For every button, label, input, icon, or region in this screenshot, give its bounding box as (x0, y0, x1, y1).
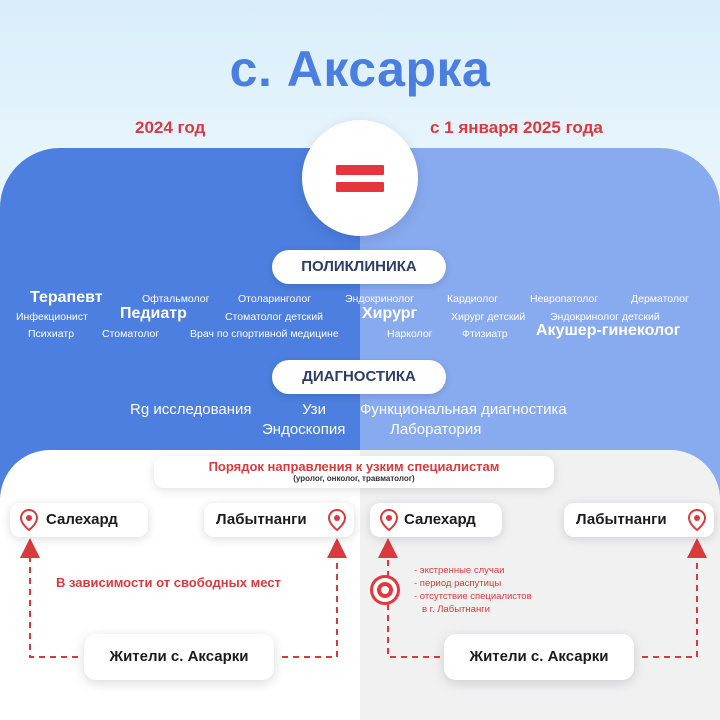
city-salekhard-2025 (370, 503, 502, 537)
city-name: Лабытнанги (576, 511, 667, 528)
diagnostic-item: Эндоскопия (262, 421, 346, 438)
arrow-right-to-labytnangi (642, 548, 697, 657)
city-labytnangi-2024 (204, 503, 354, 537)
reason-item: - период распутицы (414, 578, 502, 589)
diagnostika-label: ДИАГНОСТИКА (272, 360, 446, 394)
specialist-item: Эндокринолог детский (550, 311, 660, 323)
residents-box-2024: Жители с. Аксарки (84, 634, 274, 680)
specialist-item: Отоларинголог (238, 293, 312, 305)
specialist-item: Акушер-гинеколог (536, 322, 681, 339)
residents-box-2025: Жители с. Аксарки (444, 634, 634, 680)
specialist-item: Терапевт (30, 289, 103, 306)
reason-item: - отсутствие специалистов (414, 591, 532, 602)
specialist-item: Хирург детский (451, 311, 526, 323)
referral-subtitle: (уролог, онколог, травматолог) (293, 474, 415, 483)
city-name: Лабытнанги (216, 511, 307, 528)
referral-reasons (414, 564, 532, 616)
location-pin-icon (328, 509, 346, 531)
target-icon (373, 578, 397, 602)
specialist-item: Хирург (362, 305, 418, 322)
diagnostic-item: Функциональная диагностика (360, 401, 567, 418)
location-pin-icon (380, 509, 398, 531)
reason-item: - экстренные случаи (414, 565, 505, 576)
specialist-item: Врач по спортивной медицине (190, 328, 339, 340)
location-pin-icon (688, 509, 706, 531)
specialist-item: Эндокринолог (345, 293, 414, 305)
arrow-left-to-labytnangi (282, 548, 337, 657)
specialist-item: Офтальмолог (142, 293, 210, 305)
period-2024-label: 2024 год (135, 118, 206, 137)
specialist-item: Инфекционист (16, 311, 88, 323)
referral-title: Порядок направления к узким специалистам (208, 459, 500, 474)
poliklinika-label: ПОЛИКЛИНИКА (272, 250, 446, 284)
specialist-item: Педиатр (120, 305, 187, 322)
city-labytnangi-2025 (564, 503, 714, 537)
city-name: Салехард (46, 511, 118, 528)
specialist-item: Нарколог (387, 328, 433, 340)
reason-item: в г. Лабытнанги (422, 604, 490, 615)
diagnostic-item: Rg исследования (130, 401, 252, 418)
arrow-left-to-salekhard (30, 548, 78, 657)
specialist-item: Стоматолог (102, 328, 160, 340)
specialist-item: Кардиолог (447, 293, 499, 305)
availability-condition: В зависимости от свободных мест (56, 575, 281, 590)
specialist-item: Стоматолог детский (225, 311, 323, 323)
location-pin-icon (20, 509, 38, 531)
specialist-item: Дерматолог (631, 293, 689, 305)
city-name: Салехард (404, 511, 476, 528)
specialist-item: Невропатолог (530, 293, 599, 305)
specialist-item: Фтизиатр (462, 328, 508, 340)
diagnostic-item: Лаборатория (390, 421, 482, 438)
period-2025-label: с 1 января 2025 года (430, 118, 603, 137)
page-title: с. Аксарка (229, 41, 491, 97)
city-salekhard-2024 (10, 503, 148, 537)
diagnostic-item: Узи (302, 401, 326, 418)
specialist-item: Психиатр (28, 328, 75, 340)
